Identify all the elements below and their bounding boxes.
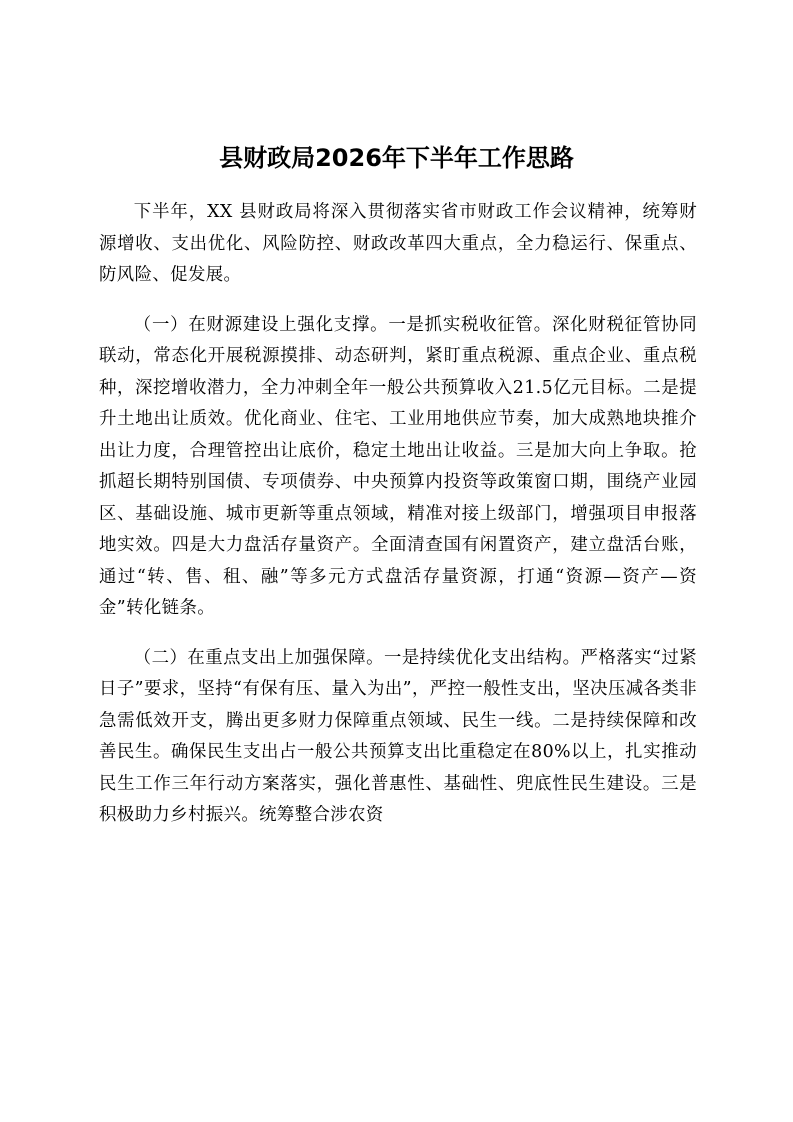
intro-paragraph: 下半年，XX 县财政局将深入贯彻落实省市财政工作会议精神，统筹财源增收、支出优化、风险防控、财政改革四大重点，全力稳运行、保重点、防风险、促发展。 xyxy=(99,202,697,285)
section-two-paragraph: （二）在重点支出上加强保障。一是持续优化支出结构。严格落实“过紧日子”要求，坚持“有保有压、量入为出”，严控一般性支出，坚决压减各类非急需低效开支，腾出更多财力保障重点领域、民生一线。二是持续保障和改善民生。确保民生支出占一般公共预算支出比重稳定在80%以上，扎实推动民生工作三年行动方案落实，强化普惠性、基础性、兜底性民生建设。三是积极助力乡村振兴。统筹整合涉农资 xyxy=(99,647,697,825)
document-body xyxy=(99,197,697,850)
section-one-paragraph: （一）在财源建设上强化支撑。一是抓实税收征管。深化财税征管协同联动，常态化开展税源摸排、动态研判，紧盯重点税源、重点企业、重点税种，深挖增收潜力，全力冲刺全年一般公共预算收入21.5亿元目标。二是提升土地出让质效。优化商业、住宅、工业用地供应节奏，加大成熟地块推介出让力度，合理管控出让底价，稳定土地出让收益。三是加大向上争取。抢抓超长期特别国债、专项债券、中央预算内投资等政策窗口期，围绕产业园区、基础设施、城市更新等重点领域，精准对接上级部门，增强项目申报落地实效。四是大力盘活存量资产。全面清查国有闲置资产，建立盘活台账，通过“转、售、租、融”等多元方式盘活存量资源，打通“资源—资产—资金”转化链条。 xyxy=(99,314,697,618)
document-title: 县财政局2026年下半年工作思路 xyxy=(219,144,574,172)
